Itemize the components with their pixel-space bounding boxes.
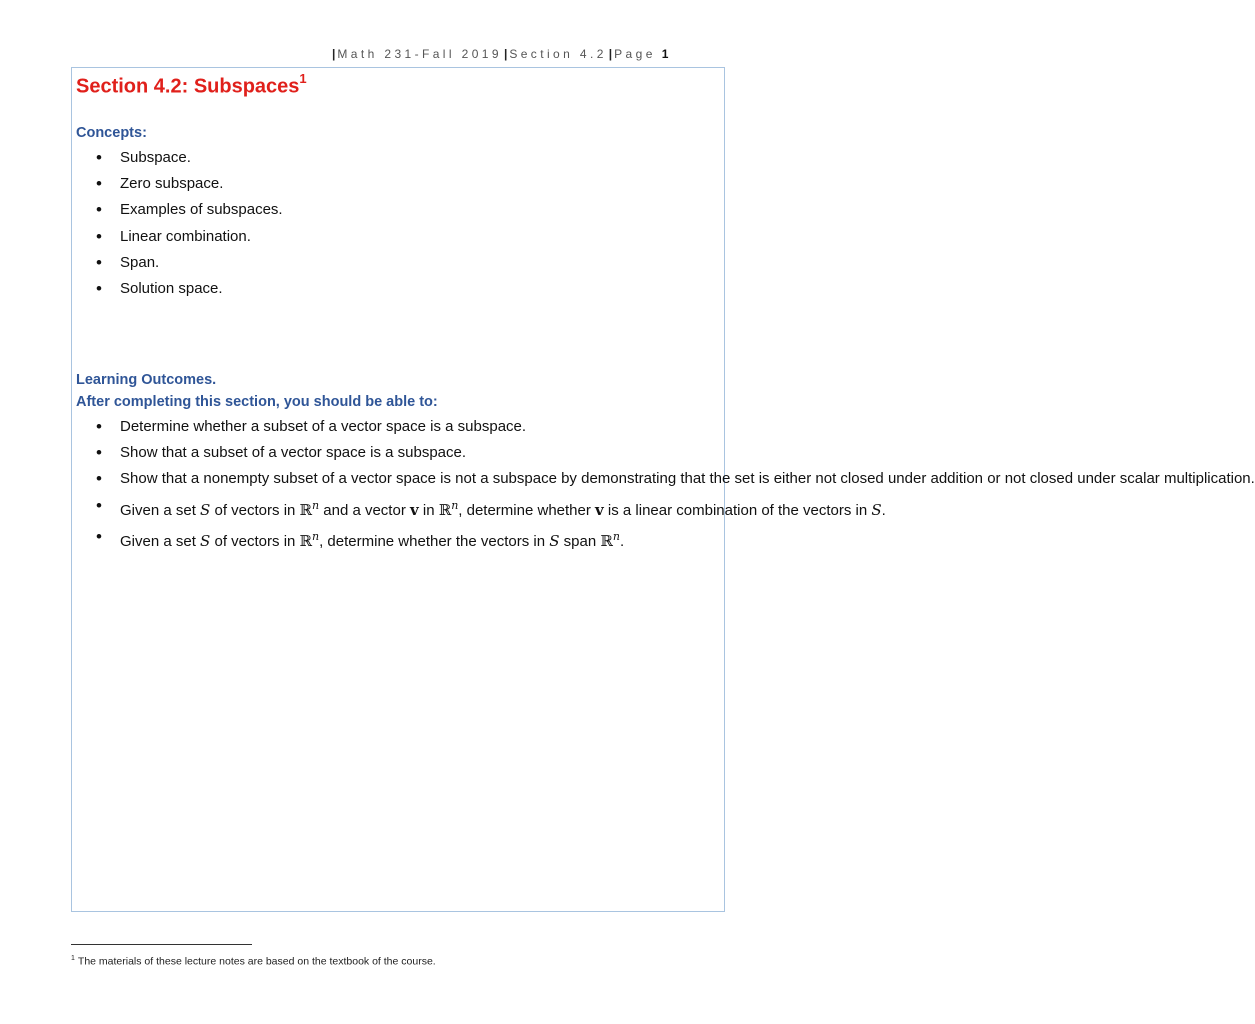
list-item: • Given a set S of vectors in ℝ$^n$, determine whether the vectors in S span ℝ$^n$.	[96, 524, 716, 555]
outcomes-heading: Learning Outcomes.	[76, 372, 217, 388]
footnote-text: The materials of these lecture notes are based on the textbook of the course.	[77, 955, 436, 968]
header-page-label: Page	[614, 47, 656, 61]
list-item: • Solution space.	[96, 276, 283, 302]
outcomes-subheading: After completing this section, you should be able to:	[76, 394, 438, 410]
header-page-number: 1	[661, 47, 669, 61]
header-separator: |	[608, 47, 613, 61]
footnote-rule	[71, 944, 252, 945]
header-separator: |	[332, 47, 336, 61]
outcomes-list	[96, 414, 1255, 555]
page-title	[76, 73, 307, 99]
header-course: Math 231-Fall 2019	[337, 47, 502, 61]
title-footnote-marker: 1	[299, 71, 307, 86]
list-item: • Given a set S of vectors in ℝ$^n$ and a vector v in ℝ$^n$, determine whether v is a linear combination of the vectors in S.	[96, 493, 716, 524]
list-item: • Show that a nonempty subset of a vector space is not a subspace by demonstrating that the set is either not closed under addition or not closed under scalar multiplication.	[96, 466, 716, 492]
concepts-list	[96, 145, 283, 302]
list-item: • Linear combination.	[96, 224, 283, 250]
footnote	[71, 955, 436, 968]
header-section: Section 4.2	[509, 47, 607, 61]
footnote-marker: 1	[71, 955, 75, 962]
header-separator: |	[503, 47, 508, 61]
concepts-heading: Concepts:	[76, 125, 147, 141]
list-item: • Span.	[96, 250, 283, 276]
list-item: • Examples of subspaces.	[96, 197, 283, 223]
list-item: • Determine whether a subset of a vector space is a subspace.	[96, 414, 716, 440]
list-item: • Show that a subset of a vector space is a subspace.	[96, 440, 716, 466]
list-item: • Zero subspace.	[96, 171, 283, 197]
list-item: • Subspace.	[96, 145, 283, 171]
title-text: Section 4.2: Subspaces	[76, 75, 300, 98]
page-header	[330, 47, 668, 61]
